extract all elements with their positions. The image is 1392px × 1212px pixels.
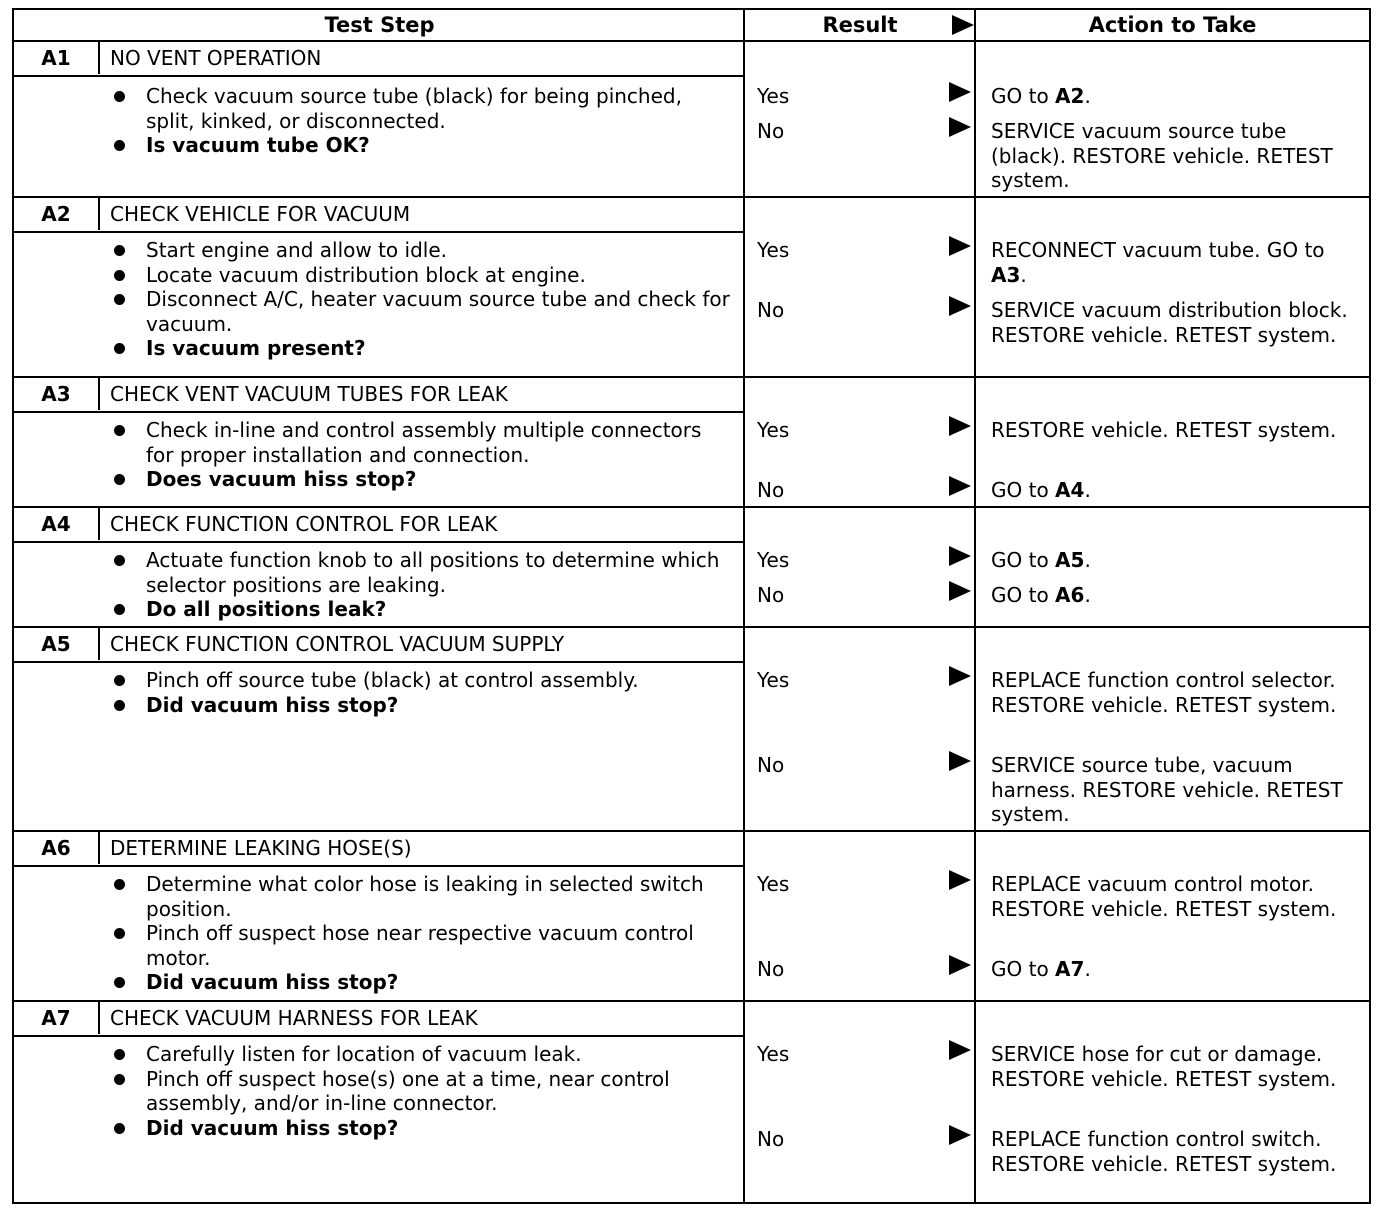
result-yes: Yes xyxy=(757,238,790,262)
result-no: No xyxy=(757,583,785,607)
arrow-icon xyxy=(949,666,971,686)
column-divider xyxy=(974,1002,976,1202)
title-divider xyxy=(14,661,745,663)
bullet-item: Start engine and allow to idle. xyxy=(104,238,734,263)
arrow-icon xyxy=(949,751,971,771)
step-id-divider xyxy=(98,42,100,74)
result-no: No xyxy=(757,119,785,143)
step-bullets xyxy=(104,1042,734,1140)
column-divider xyxy=(974,832,976,1000)
step-title: CHECK VENT VACUUM TUBES FOR LEAK xyxy=(110,382,508,406)
step-id-divider xyxy=(98,508,100,540)
step-id: A6 xyxy=(41,836,71,860)
step-id: A2 xyxy=(41,202,71,226)
result-no: No xyxy=(757,957,785,981)
arrow-icon xyxy=(949,581,971,601)
bullet-question: Do all positions leak? xyxy=(104,597,734,622)
arrow-icon xyxy=(949,476,971,496)
header-result: Result xyxy=(822,13,898,37)
title-divider xyxy=(14,541,745,543)
step-title: CHECK FUNCTION CONTROL FOR LEAK xyxy=(110,512,498,536)
bullet-question: Did vacuum hiss stop? xyxy=(104,1116,734,1141)
arrow-icon xyxy=(949,82,971,102)
result-no: No xyxy=(757,1127,785,1151)
bullet-item: Pinch off suspect hose(s) one at a time, near control assembly, and/or in-line connector. xyxy=(104,1067,734,1116)
action-yes: RECONNECT vacuum tube. GO to A3. xyxy=(991,238,1325,287)
action-yes: GO to A2. xyxy=(991,84,1091,108)
column-divider xyxy=(743,378,745,506)
title-divider xyxy=(14,75,745,77)
step-a2 xyxy=(12,198,1371,378)
step-id-divider xyxy=(98,1002,100,1034)
action-no: SERVICE vacuum source tube (black). RESTORE vehicle. RETEST system. xyxy=(991,119,1333,192)
action-no: GO to A7. xyxy=(991,957,1091,981)
action-no: SERVICE source tube, vacuum harness. RESTORE vehicle. RETEST system. xyxy=(991,753,1343,826)
step-a6 xyxy=(12,832,1371,1002)
bullet-question: Is vacuum tube OK? xyxy=(104,133,734,158)
step-id: A5 xyxy=(41,632,71,656)
bullet-item: Determine what color hose is leaking in selected switch position. xyxy=(104,872,734,921)
column-divider xyxy=(974,42,976,196)
arrow-icon xyxy=(949,870,971,890)
bullet-item: Locate vacuum distribution block at engine. xyxy=(104,263,734,288)
arrow-icon xyxy=(949,1125,971,1145)
arrow-icon xyxy=(949,236,971,256)
result-yes: Yes xyxy=(757,548,790,572)
result-yes: Yes xyxy=(757,418,790,442)
bullet-item: Carefully listen for location of vacuum leak. xyxy=(104,1042,734,1067)
bullet-question: Is vacuum present? xyxy=(104,336,734,361)
step-bullets xyxy=(104,238,734,361)
step-title: DETERMINE LEAKING HOSE(S) xyxy=(110,836,412,860)
table-header xyxy=(12,8,1371,42)
result-yes: Yes xyxy=(757,872,790,896)
result-no: No xyxy=(757,753,785,777)
bullet-item: Check vacuum source tube (black) for being pinched, split, kinked, or disconnected. xyxy=(104,84,734,133)
step-a4 xyxy=(12,508,1371,628)
step-a5 xyxy=(12,628,1371,832)
step-id-divider xyxy=(98,832,100,864)
column-divider xyxy=(743,508,745,626)
bullet-item: Actuate function knob to all positions to determine which selector positions are leaking. xyxy=(104,548,734,597)
column-divider xyxy=(743,832,745,1000)
step-bullets xyxy=(104,84,734,158)
action-no: SERVICE vacuum distribution block. RESTORE vehicle. RETEST system. xyxy=(991,298,1348,347)
step-a1 xyxy=(12,42,1371,198)
result-no: No xyxy=(757,298,785,322)
title-divider xyxy=(14,1035,745,1037)
action-no: REPLACE function control switch. RESTORE vehicle. RETEST system. xyxy=(991,1127,1337,1176)
result-yes: Yes xyxy=(757,84,790,108)
action-yes: REPLACE function control selector. RESTORE vehicle. RETEST system. xyxy=(991,668,1337,717)
result-yes: Yes xyxy=(757,668,790,692)
title-divider xyxy=(14,411,745,413)
column-divider xyxy=(743,42,745,196)
step-title: CHECK VACUUM HARNESS FOR LEAK xyxy=(110,1006,478,1030)
step-id: A7 xyxy=(41,1006,71,1030)
arrow-icon xyxy=(949,1040,971,1060)
step-title: NO VENT OPERATION xyxy=(110,46,322,70)
column-divider xyxy=(974,628,976,830)
header-test-step: Test Step xyxy=(324,13,435,37)
step-id: A1 xyxy=(41,46,71,70)
header-action: Action to Take xyxy=(1088,13,1257,37)
step-a3 xyxy=(12,378,1371,508)
arrow-icon xyxy=(949,416,971,436)
title-divider xyxy=(14,231,745,233)
action-yes: SERVICE hose for cut or damage. RESTORE vehicle. RETEST system. xyxy=(991,1042,1337,1091)
bullet-item: Check in-line and control assembly multiple connectors for proper installation and connection. xyxy=(104,418,734,467)
arrow-icon xyxy=(949,546,971,566)
action-yes: REPLACE vacuum control motor. RESTORE vehicle. RETEST system. xyxy=(991,872,1337,921)
column-divider xyxy=(743,198,745,376)
column-divider xyxy=(974,198,976,376)
header-arrow-icon xyxy=(952,15,974,35)
column-divider xyxy=(743,628,745,830)
step-id-divider xyxy=(98,378,100,410)
bullet-question: Did vacuum hiss stop? xyxy=(104,970,734,995)
step-id-divider xyxy=(98,628,100,660)
step-bullets xyxy=(104,668,734,717)
step-title: CHECK FUNCTION CONTROL VACUUM SUPPLY xyxy=(110,632,565,656)
arrow-icon xyxy=(949,955,971,975)
step-title: CHECK VEHICLE FOR VACUUM xyxy=(110,202,411,226)
arrow-icon xyxy=(949,117,971,137)
action-no: GO to A6. xyxy=(991,583,1091,607)
result-yes: Yes xyxy=(757,1042,790,1066)
action-no: GO to A4. xyxy=(991,478,1091,502)
step-id: A3 xyxy=(41,382,71,406)
action-yes: RESTORE vehicle. RETEST system. xyxy=(991,418,1337,442)
bullet-item: Pinch off suspect hose near respective vacuum control motor. xyxy=(104,921,734,970)
step-bullets xyxy=(104,872,734,995)
title-divider xyxy=(14,865,745,867)
arrow-icon xyxy=(949,296,971,316)
step-id-divider xyxy=(98,198,100,230)
result-no: No xyxy=(757,478,785,502)
step-bullets xyxy=(104,548,734,622)
step-bullets xyxy=(104,418,734,492)
step-id: A4 xyxy=(41,512,71,536)
bullet-question: Did vacuum hiss stop? xyxy=(104,693,734,718)
step-a7 xyxy=(12,1002,1371,1204)
column-divider xyxy=(974,378,976,506)
bullet-item: Disconnect A/C, heater vacuum source tube and check for vacuum. xyxy=(104,287,734,336)
bullet-question: Does vacuum hiss stop? xyxy=(104,467,734,492)
action-yes: GO to A5. xyxy=(991,548,1091,572)
bullet-item: Pinch off source tube (black) at control assembly. xyxy=(104,668,734,693)
column-divider xyxy=(974,508,976,626)
column-divider xyxy=(743,1002,745,1202)
